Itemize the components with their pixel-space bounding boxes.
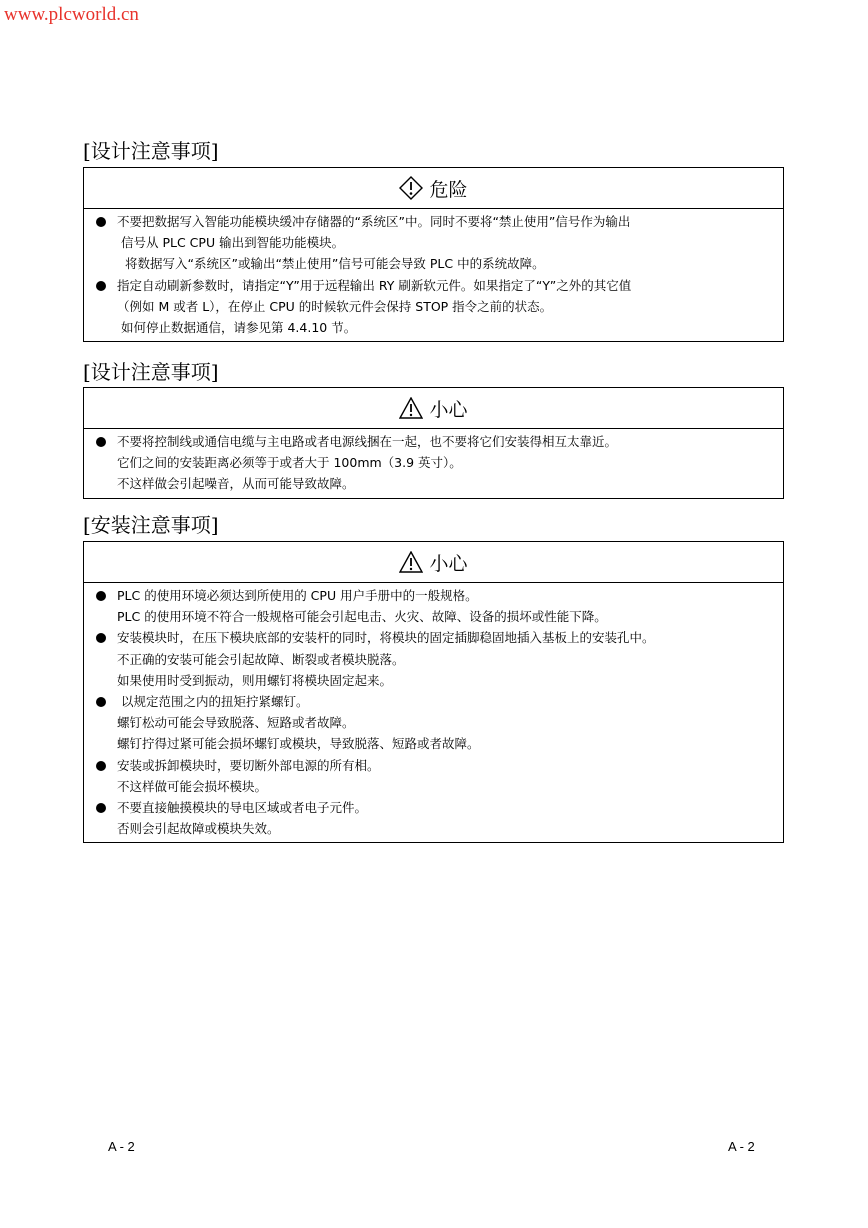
- warning-box-body: [84, 429, 783, 498]
- continuation-text: 信号从 PLC CPU 输出到智能功能模块。: [121, 235, 345, 251]
- continuation-text: 不这样做会引起噪音，从而可能导致故障。: [117, 476, 355, 492]
- caution-icon: [399, 551, 423, 573]
- continuation-text: 螺钉拧得过紧可能会损坏螺钉或模块，导致脱落、短路或者故障。: [117, 736, 480, 752]
- continuation-text: 不正确的安装可能会引起故障、断裂或者模块脱落。: [117, 651, 405, 667]
- warning-box-header: [84, 168, 783, 209]
- section-title: [设计注意事项]: [83, 139, 219, 163]
- section-title: [安装注意事项]: [83, 513, 219, 537]
- bullet-item: 不要把数据写入智能功能模块缓冲存储器的“系统区”中。同时不要将“禁止使用”信号作为输出: [84, 211, 783, 232]
- warning-level-label: 危险: [429, 178, 468, 201]
- bullet-item: 指定自动刷新参数时，请指定“Y”用于远程输出 RY 刷新软元件。如果指定了“Y”之外的其它值: [84, 275, 783, 296]
- warning-box-header: [84, 388, 783, 429]
- continuation-text: 螺钉松动可能会导致脱落、短路或者故障。: [117, 715, 355, 731]
- warning-box: [83, 167, 784, 342]
- continuation-text: 不这样做可能会损坏模块。: [117, 778, 268, 794]
- continuation-text: 将数据写入“系统区”或输出“禁止使用”信号可能会导致 PLC 中的系统故障。: [125, 256, 545, 272]
- page-number-left: A - 2: [108, 1139, 135, 1154]
- caution-icon: [399, 397, 423, 419]
- warning-level-label: 小心: [429, 398, 468, 421]
- continuation-text: 它们之间的安装距离必须等于或者大于 100mm（3.9 英寸）。: [117, 455, 462, 471]
- continuation-text: 如果使用时受到振动，则用螺钉将模块固定起来。: [117, 672, 393, 688]
- warning-box-body: [84, 583, 783, 842]
- page-number-right: A - 2: [728, 1139, 755, 1154]
- warning-box: [83, 387, 784, 499]
- warning-box: [83, 541, 784, 843]
- bullet-item: 不要直接触摸模块的导电区域或者电子元件。: [84, 797, 783, 818]
- section-title: [设计注意事项]: [83, 360, 219, 384]
- watermark-url[interactable]: www.plcworld.cn: [4, 4, 139, 25]
- bullet-item: 安装或拆卸模块时，要切断外部电源的所有相。: [84, 755, 783, 776]
- warning-box-header: [84, 542, 783, 583]
- danger-icon: [399, 176, 423, 200]
- warning-box-body: [84, 209, 783, 341]
- bullet-item: 以规定范围之内的扭矩拧紧螺钉。: [84, 691, 783, 712]
- bullet-item: PLC 的使用环境必须达到所使用的 CPU 用户手册中的一般规格。: [84, 585, 783, 606]
- bullet-item: 不要将控制线或通信电缆与主电路或者电源线捆在一起，也不要将它们安装得相互太靠近。: [84, 431, 783, 452]
- continuation-text: 如何停止数据通信，请参见第 4.4.10 节。: [121, 320, 357, 336]
- continuation-text: 否则会引起故障或模块失效。: [117, 821, 280, 837]
- continuation-text: （例如 M 或者 L），在停止 CPU 的时候软元件会保持 STOP 指令之前的状态。: [117, 298, 553, 314]
- bullet-item: 安装模块时，在压下模块底部的安装杆的同时，将模块的固定插脚稳固地插入基板上的安装孔中。: [84, 627, 783, 648]
- warning-level-label: 小心: [429, 552, 468, 575]
- continuation-text: PLC 的使用环境不符合一般规格可能会引起电击、火灾、故障、设备的损坏或性能下降。: [117, 609, 607, 625]
